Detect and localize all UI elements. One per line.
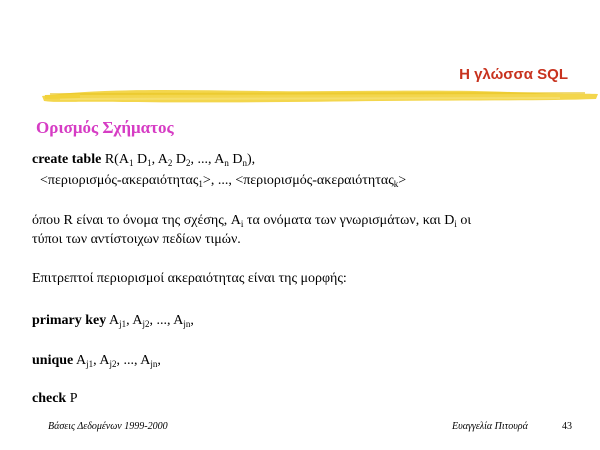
footer-author: Ευαγγελία Πιτουρά: [452, 421, 528, 432]
description-line-2: τύποι των αντίστοιχων πεδίων τιμών.: [32, 232, 241, 247]
footer-course: Βάσεις Δεδομένων 1999-2000: [48, 421, 168, 432]
unique-line: unique $A_{j1}$, $A_{j2}$, ..., $A_{jn}$,: [32, 353, 161, 369]
constraints-intro: Επιτρεπτοί περιορισμοί ακεραιότητας είναι της μορφής:: [32, 271, 347, 286]
check-line: check P: [32, 391, 78, 406]
keyword-primary-key: primary key: [32, 313, 107, 328]
page-number: 43: [562, 421, 572, 432]
primary-key-line: primary key $A_{j1}$, $A_{j2}$, ..., $A_{jn}$,: [32, 313, 194, 329]
section-title: Ορισμός Σχήματος: [36, 118, 174, 137]
create-table-line: create table $R(A_1$ $D_1$, $A_2$ $D_2$, ..., $A_n$ $D_n$),: [32, 152, 256, 168]
slide-header-title: Η γλώσσα SQL: [459, 66, 568, 83]
constraints-line: <περιορισμός-ακεραιότητας$_1$>, ..., <περιορισμός-ακεραιότητας$_k$>: [40, 173, 407, 189]
keyword-create-table: create table: [32, 152, 102, 167]
keyword-unique: unique: [32, 353, 74, 368]
description-line-1: όπου R είναι το όνομα της σχέσης, $A_i$ τα ονόματα των γνωρισμάτων, και $D_i$ οι: [32, 213, 472, 229]
highlighter-brush-stroke: [40, 84, 600, 106]
keyword-check: check: [32, 391, 67, 406]
